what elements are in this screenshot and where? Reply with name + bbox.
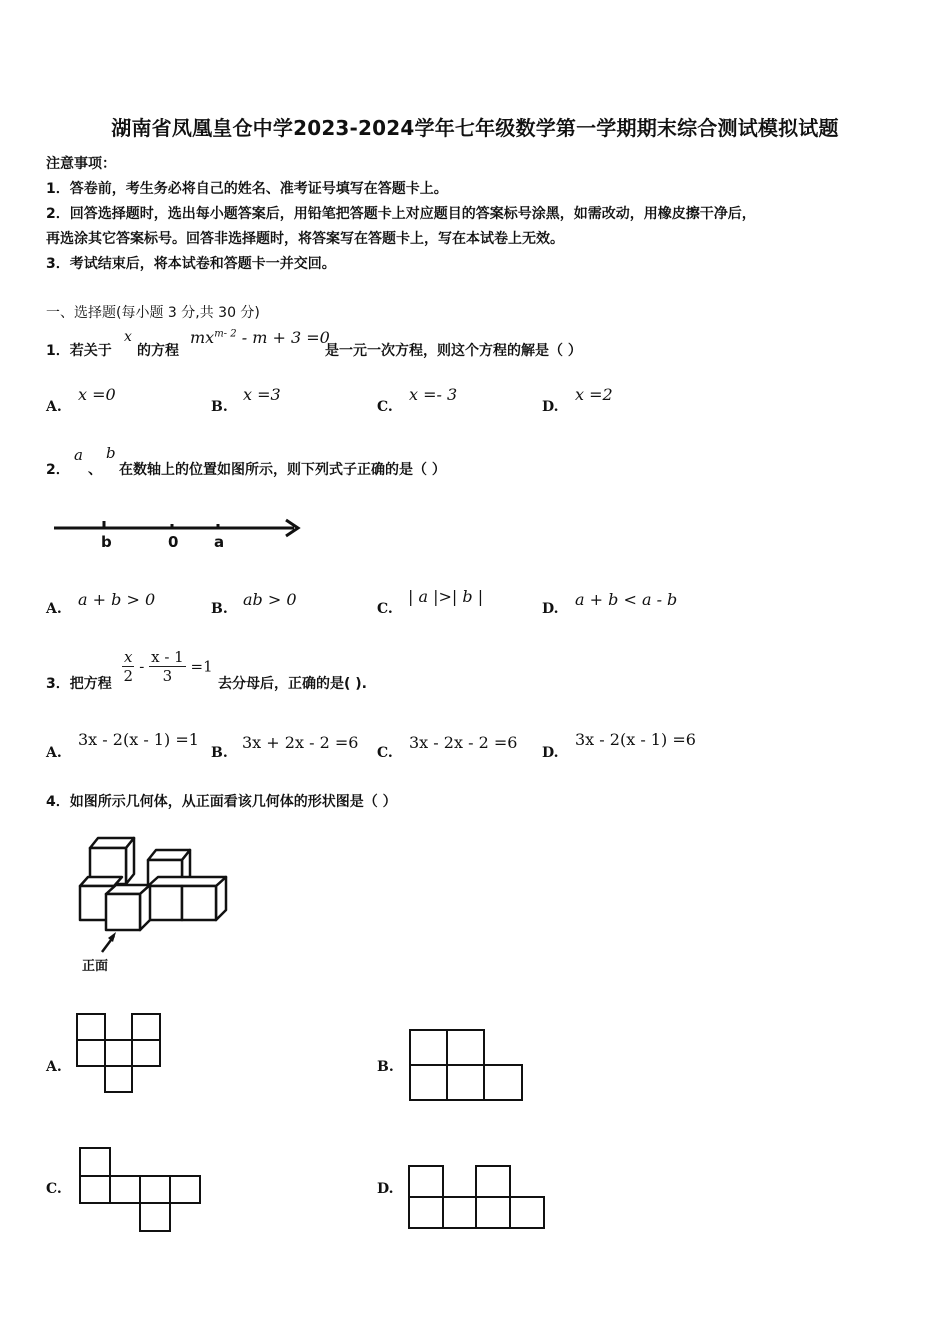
q1-option-a-label: A. bbox=[46, 399, 62, 415]
q2-option-b: ab > 0 bbox=[243, 590, 297, 609]
q2-var-a: a bbox=[74, 446, 83, 464]
q1-mid: 的方程 bbox=[137, 343, 179, 359]
q3-minus: - bbox=[139, 657, 145, 676]
number-line bbox=[50, 515, 310, 560]
q3-frac1-num: x bbox=[124, 648, 133, 666]
q2-option-c-label: C. bbox=[377, 601, 393, 617]
q2-var-b: b bbox=[106, 444, 116, 462]
q1-eq-rest: - m + 3 =0 bbox=[236, 328, 330, 347]
q4-option-a-figure bbox=[76, 1013, 166, 1095]
q3-option-b-label: B. bbox=[211, 745, 228, 761]
q2-option-d-label: D. bbox=[542, 601, 559, 617]
q3-suffix: 去分母后，正确的是( ). bbox=[218, 676, 367, 692]
q3-frac2-num: x - 1 bbox=[151, 648, 184, 666]
q1-prefix: 1．若关于 bbox=[46, 343, 112, 359]
q4-option-d-figure bbox=[408, 1165, 548, 1231]
q4-option-a-label: A. bbox=[46, 1059, 62, 1075]
q1-option-a: x =0 bbox=[78, 385, 116, 404]
q2-option-a-label: A. bbox=[46, 601, 62, 617]
q1-var: x bbox=[124, 329, 132, 345]
front-label: 正面 bbox=[82, 959, 109, 974]
q3-option-d-label: D. bbox=[542, 745, 559, 761]
q4-option-c-figure bbox=[79, 1147, 205, 1235]
q1-option-b-label: B. bbox=[211, 399, 228, 415]
q2-sep: 、 bbox=[88, 462, 102, 478]
q1-equation bbox=[190, 328, 330, 347]
axis-label-a: a bbox=[214, 533, 225, 551]
q1-option-c-label: C. bbox=[377, 399, 393, 415]
q3-eq-tail: =1 bbox=[190, 657, 213, 676]
notice-item-1: 1．答卷前，考生务必将自己的姓名、准考证号填写在答题卡上。 bbox=[46, 181, 448, 197]
axis-label-b: b bbox=[101, 533, 112, 551]
q3-option-c-label: C. bbox=[377, 745, 393, 761]
q3-option-a: 3x - 2(x - 1) =1 bbox=[78, 730, 199, 749]
q2-option-d: a + b < a - b bbox=[575, 590, 678, 609]
q2-option-c: | a |>| b | bbox=[408, 587, 484, 606]
q4-text: 4．如图所示几何体，从正面看该几何体的形状图是（ ） bbox=[46, 794, 397, 810]
q1-option-b: x =3 bbox=[243, 385, 281, 404]
q3-frac2-den: 3 bbox=[162, 667, 173, 685]
q4-option-b-figure bbox=[409, 1029, 527, 1103]
page-title: 湖南省凤凰皇仓中学2023-2024学年七年级数学第一学期期末综合测试模拟试题 bbox=[111, 116, 839, 140]
notice-item-2: 2．回答选择题时，选出每小题答案后，用铅笔把答题卡上对应题目的答案标号涂黑，如需改动，用橡皮擦干净后， bbox=[46, 206, 756, 222]
q3-equation bbox=[122, 648, 213, 685]
q2-option-a: a + b > 0 bbox=[78, 590, 156, 609]
q3-option-a-label: A. bbox=[46, 745, 62, 761]
q4-option-d-label: D. bbox=[377, 1181, 394, 1197]
section-heading: 一、选择题(每小题 3 分,共 30 分) bbox=[46, 305, 260, 321]
q4-option-c-label: C. bbox=[46, 1181, 62, 1197]
q3-prefix: 3．把方程 bbox=[46, 676, 112, 692]
q3-option-b: 3x + 2x - 2 =6 bbox=[242, 733, 359, 752]
q2-option-b-label: B. bbox=[211, 601, 228, 617]
q3-frac1-den: 2 bbox=[123, 667, 133, 685]
q1-eq-base: mx bbox=[190, 328, 215, 347]
q3-option-d: 3x - 2(x - 1) =6 bbox=[575, 730, 696, 749]
notice-item-3: 3．考试结束后，将本试卷和答题卡一并交回。 bbox=[46, 256, 336, 272]
notice-item-2-cont: 再选涂其它答案标号。回答非选择题时，将答案写在答题卡上，写在本试卷上无效。 bbox=[46, 231, 564, 247]
q4-option-b-label: B. bbox=[377, 1059, 394, 1075]
q1-eq-exp: m- 2 bbox=[214, 328, 237, 340]
q2-number: 2． bbox=[46, 462, 70, 478]
axis-label-0: 0 bbox=[168, 533, 179, 551]
q1-option-d-label: D. bbox=[542, 399, 559, 415]
q3-option-c: 3x - 2x - 2 =6 bbox=[409, 733, 518, 752]
q3-fraction-2 bbox=[149, 648, 186, 685]
notice-heading: 注意事项： bbox=[46, 156, 116, 172]
q2-text: 在数轴上的位置如图所示，则下列式子正确的是（ ） bbox=[119, 462, 446, 478]
q3-fraction-1 bbox=[122, 648, 134, 685]
q1-option-d: x =2 bbox=[575, 385, 613, 404]
q1-suffix: 是一元一次方程，则这个方程的解是（ ） bbox=[325, 343, 582, 359]
q1-option-c: x =- 3 bbox=[409, 385, 458, 404]
